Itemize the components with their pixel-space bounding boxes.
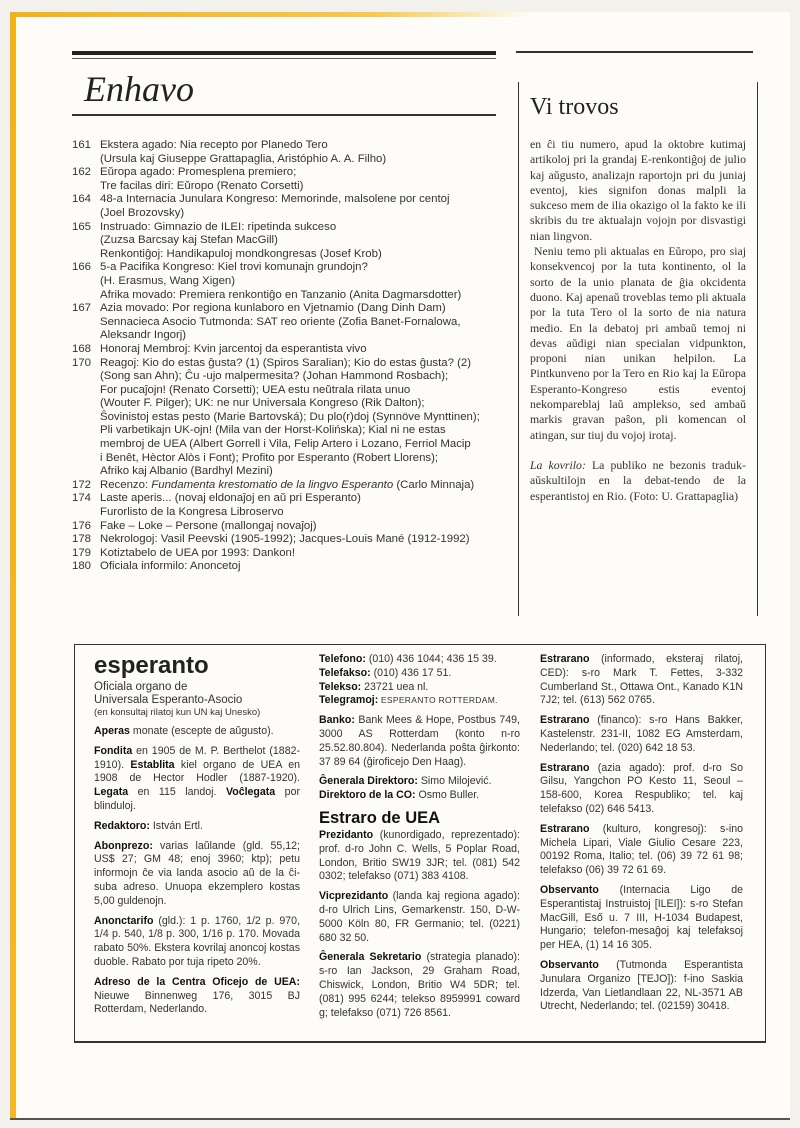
toc-entry xyxy=(72,139,512,166)
toc-line xyxy=(100,343,512,357)
masthead-column-3 xyxy=(540,653,743,1020)
field-value: Nieuwe Binnenweg 176, 3015 BJ Rotterdam, Nederlando. xyxy=(94,989,300,1016)
field-value: (Tutmonda Esperantista Junulara Organizo [TEJO]): f-ino Saskia Idzerda, Van Lietlandlaan 22, NL-3571 AB Utrecht, Nederlando; tel. (02159) 30418. xyxy=(540,958,743,1013)
field-label: Banko: xyxy=(319,714,355,727)
field-value: (kunordigado, reprezentado): prof. d-ro John C. Wells, 5 Poplar Road, London, Britio SW19 3JR; tel. (081) 542 0302; telefakso (071) 383 4108. xyxy=(319,828,520,883)
sidebar-title: Vi trovos xyxy=(530,94,619,120)
toc-entry xyxy=(72,520,512,534)
toc-line xyxy=(100,397,512,411)
toc-text: Sennacieca Asocio Tutmonda: SAT reo oriente (Zofia Banet-Fornalowa, xyxy=(100,315,461,328)
field-label: Legata xyxy=(94,786,129,799)
field-value: Bank Mees & Hope, Postbus 749, 3000 AS Rotterdam (konto n-ro 25.52.80.804). Nederlanda poŝta ĝirkonto: 37 89 64 (ĝiroficejo Den Haag). xyxy=(319,714,520,768)
toc-page-number: 164 xyxy=(72,193,92,206)
toc-text: Aleksandr Ingorj) xyxy=(100,329,187,342)
cover-caption xyxy=(530,458,746,504)
toc-entry xyxy=(72,479,512,493)
toc-line xyxy=(100,234,512,248)
toc-text: (Wouter F. Pilger); UK: ne nur Universala Kongreso (Rik Dalton); xyxy=(100,397,425,410)
yellow-left-edge xyxy=(10,12,16,1118)
contact-label: Telegramoj: xyxy=(319,694,379,707)
caption-label: La kovrilo: xyxy=(530,457,586,472)
toc-line xyxy=(100,465,512,479)
toc-text: For pucaĵojn! (Renato Corsetti); UEA estu neŭtrala rilata unuo xyxy=(100,383,411,396)
org-line: Universala Esperanto-Asocio xyxy=(94,694,243,706)
toc-page-number: 170 xyxy=(72,356,92,369)
field-value: monate (escepte de aŭgusto). xyxy=(129,725,274,737)
toc-line xyxy=(100,166,512,180)
toc-entry xyxy=(72,492,512,519)
toc-italic-title: Fundamenta krestomatio de la lingvo Esperanto xyxy=(151,478,394,491)
masthead-entry xyxy=(94,840,300,909)
contact-label: Telefono: xyxy=(319,653,366,665)
toc-line xyxy=(100,533,512,547)
toc-entry-text xyxy=(100,479,512,493)
field-label: Redaktoro: xyxy=(94,819,150,832)
field-label: Estrarano xyxy=(540,761,590,774)
toc-page-number: 167 xyxy=(72,302,92,315)
toc-entry-text xyxy=(100,560,512,574)
toc-text: (Zuzsa Barcsay kaj Stefan MacGill) xyxy=(100,234,278,247)
field-value: (informado, eksteraj rilatoj, CED): s-ro Mark T. Fettes, 3-332 Cumberland St., Ottawa Ont., Kanado K1N 7J2; tel. (613) 562 0765. xyxy=(540,653,743,707)
board-member xyxy=(540,762,743,817)
contact-info xyxy=(319,653,520,708)
board-member xyxy=(319,890,520,945)
toc-text: (Song san Ahn); Ĉu -ujo malpermesita? (Johan Hammond Rosbach); xyxy=(100,370,449,383)
field-value: en 1905 de M. P. Berthelot (1882-1910). xyxy=(94,744,300,771)
toc-text: Pli varbetikajn UK-ojn! (Mila van der Horst-Kolińska); Kial ni ne estas xyxy=(100,424,446,437)
toc-entry-text xyxy=(100,166,512,193)
toc-line xyxy=(100,370,512,384)
toc-text: Oficiala informilo: Anoncetoj xyxy=(100,560,241,573)
toc-text: (Joel Brozovsky) xyxy=(100,206,185,219)
field-value: varias laŭlande (gld. 55,12; US$ 27; GM 48; enoj 3960; ktp); petu informojn ĉe via landa asocio aŭ de la ĉi-suba adreso. Unuopa ekzemplero kostas 5,00 guldenojn. xyxy=(94,839,300,907)
toc-text: Reagoj: Kio do estas ĝusta? (1) (Spiros Saralian); Kio do estas ĝusta? (2) xyxy=(100,356,472,369)
field-value: kiel organo de UEA en 1908 de Hector Hodler (1887-1920). xyxy=(94,758,300,785)
toc-text: Azia movado: Por regiona kunlaboro en Vjetnamio (Dang Dinh Dam) xyxy=(100,302,446,315)
masthead-entry xyxy=(94,915,300,970)
sidebar-box xyxy=(518,82,758,616)
field-label: Ĝenerala Sekretario xyxy=(319,951,422,964)
field-value: István Ertl. xyxy=(149,819,203,832)
toc-entry xyxy=(72,261,512,302)
field-label: Estrarano xyxy=(540,822,590,835)
toc-entry-text xyxy=(100,533,512,547)
field-label: Fondita xyxy=(94,744,133,757)
board-member xyxy=(319,829,520,884)
toc-line xyxy=(100,424,512,438)
toc-text: 5-a Pacifika Kongreso: Kiel trovi komunajn grundojn? xyxy=(100,261,368,274)
field-label: Observanto xyxy=(540,883,599,896)
toc-text: Furorlisto de la Kongresa Libroservo xyxy=(100,506,284,519)
toc-line xyxy=(100,452,512,466)
toc-text: i Benêt, Hèctor Alòs i Font); Profito por Esperanto (Robert Llorens); xyxy=(100,451,439,464)
masthead-box xyxy=(74,644,766,1043)
toc-line xyxy=(100,316,512,330)
toc-entry-text xyxy=(100,343,512,357)
toc-entry xyxy=(72,533,512,547)
field-label: Establita xyxy=(130,758,175,771)
toc-entry xyxy=(72,221,512,262)
contact-label: Telefakso: xyxy=(319,666,371,679)
toc-line xyxy=(100,289,512,303)
masthead-entry xyxy=(94,820,300,834)
field-value: (kulturo, kongresoj): s-ino Michela Lipari, Viale Giulio Cesare 223, 00192 Roma, Italio; tel. (06) 39 72 61 98; telefakso (06) 39 72 61 69. xyxy=(540,822,743,877)
toc-entry-text xyxy=(100,193,512,220)
toc-line xyxy=(100,180,512,194)
toc-page-number: 165 xyxy=(72,220,92,233)
toc-line xyxy=(100,411,512,425)
toc-line xyxy=(100,153,512,167)
page-title: Enhavo xyxy=(84,69,194,109)
toc-text: Eŭropa agado: Promesplena premiero; xyxy=(100,166,297,179)
top-rule-left-thin xyxy=(72,58,496,59)
field-value: (Internacia Ligo de Esperantistaj Instruistoj [ILEI]): s-ro Stefan MacGill, Eső u. 7 III, H-1034 Budapest, Hungario; telefon-mesaĝoj kaj telefaksoj per HEA, (1) 14 16 305. xyxy=(540,883,743,952)
board-member xyxy=(540,714,743,755)
toc-text: (Carlo Minnaja) xyxy=(393,478,475,491)
board-member xyxy=(319,951,520,1020)
contact-value: (010) 436 17 51. xyxy=(370,666,452,679)
org-line: Oficiala organo de xyxy=(94,681,188,693)
field-label: Estrarano xyxy=(540,714,590,727)
toc-text: Renkontiĝoj: Handikapuloj mondkongresas (Josef Krob) xyxy=(100,247,382,260)
brand-logo: esperanto xyxy=(94,652,209,679)
top-rule-left xyxy=(72,51,496,55)
contact-value: (010) 436 1044; 436 15 39. xyxy=(365,653,497,665)
toc-entry-text xyxy=(100,520,512,534)
toc-line xyxy=(100,329,512,343)
toc-entry-text xyxy=(100,139,512,166)
toc-entry xyxy=(72,343,512,357)
masthead-entry xyxy=(94,725,300,739)
field-label: Estrarano xyxy=(540,653,590,665)
toc-text: membroj de UEA (Albert Gorrell i Vila, Felip Artero i Lozano, Ferriol Macip xyxy=(100,438,471,451)
toc-text: Nekrologoj: Vasil Peevski (1905-1992); Jacques-Louis Mané (1912-1992) xyxy=(100,533,470,546)
field-label: Voĉlegata xyxy=(225,786,276,799)
toc-entry xyxy=(72,357,512,479)
field-label: Prezidanto xyxy=(319,828,374,841)
field-value: en 115 landoj. xyxy=(128,786,226,799)
field-value: (gld.): 1 p. 1760, 1/2 p. 970, 1/4 p. 540, 1/8 p. 300, 1/16 p. 170. Movada rabato 50%. Ekstera kovrilaj anoncoj kostas duoble. Rabato por tuja ripeto 20%. xyxy=(94,914,300,968)
toc-entry xyxy=(72,547,512,561)
title-rule xyxy=(72,114,496,116)
toc-text: Honoraj Membroj: Kvin jarcentoj da esperantista vivo xyxy=(100,342,367,355)
toc-entry-text xyxy=(100,492,512,519)
caption-text: La publiko ne bezonis traduk-aŭskultilojn en la debat-tendo de la esperantistoj en Rio. (Foto: U. Grattapaglia) xyxy=(530,457,746,503)
toc-text: Ŝovinistoj estas pesto (Marie Bartovská); Du plo(r)doj (Synnöve Mynttinen); xyxy=(100,410,480,423)
sidebar-body xyxy=(530,137,746,504)
toc-line xyxy=(100,248,512,262)
field-label: Anonctarifo xyxy=(94,914,154,927)
toc-entry-text xyxy=(100,547,512,561)
toc-text: 48-a Internacia Junulara Kongreso: Memorinde, malsolene por centoj xyxy=(100,193,450,206)
toc-line xyxy=(100,520,512,534)
toc-line xyxy=(100,139,512,153)
org-note: (en konsultaj rilatoj kun UN kaj Unesko) xyxy=(94,707,261,718)
toc-line xyxy=(100,275,512,289)
field-value: (strategia planado): s-ro Ian Jackson, 29 Graham Road, Chiswick, London, Britio W4 5DR; tel. (081) 995 6244; telekso 8959991 coward g; telefakso (071) 726 8561. xyxy=(319,951,520,1019)
toc-line xyxy=(100,357,512,371)
field-label: Adreso de la Centra Oficejo de UEA: xyxy=(94,975,300,988)
toc-text: Kotiztabelo de UEA por 1993: Dankon! xyxy=(100,546,296,559)
board-member xyxy=(540,823,743,878)
bank-info xyxy=(319,714,520,769)
director-info xyxy=(319,775,520,803)
toc-page-number: 176 xyxy=(72,519,92,532)
field-value: (azia agado): prof. d-ro So Gilsu, Yangchon PO Kesto 11, Seoul – 158-600, Korea Respubliko; tel. kaj telefakso (02) 646 5413. xyxy=(540,761,743,815)
toc-text: (Ursula kaj Giuseppe Grattapaglia, Aristóphio A. A. Filho) xyxy=(100,152,387,165)
field-value: Simo Milojević. xyxy=(417,775,492,788)
toc-entry xyxy=(72,302,512,343)
toc-line xyxy=(100,207,512,221)
masthead-column-2 xyxy=(319,653,520,1026)
toc-line xyxy=(100,193,512,207)
toc-page-number: 179 xyxy=(72,546,92,559)
field-value: por blinduloj. xyxy=(94,786,300,812)
toc-page-number: 166 xyxy=(72,261,92,274)
contact-label: Telekso: xyxy=(319,680,362,693)
toc-text: Afriko kaj Albanio (Bardhyl Mezini) xyxy=(100,465,273,478)
field-value: (landa kaj regiona agado): d-ro Ulrich Lins, Gemarkenstr. 150, D-W-5000 Köln 80, FR Germanio; tel. (0221) 680 32 50. xyxy=(319,890,520,944)
toc-text: Fake – Loke – Persone (mallongaj novaĵoj) xyxy=(100,519,317,532)
toc-page-number: 174 xyxy=(72,492,92,505)
board-member xyxy=(540,959,743,1014)
table-of-contents xyxy=(72,139,512,574)
toc-line xyxy=(100,438,512,452)
masthead-entry xyxy=(94,745,300,814)
field-value: Osmo Buller. xyxy=(415,789,480,802)
toc-line xyxy=(100,302,512,316)
toc-page-number: 161 xyxy=(72,139,92,151)
toc-line xyxy=(100,261,512,275)
toc-entry-text xyxy=(100,221,512,262)
sidebar-paragraph: Neniu temo pli aktualas en Eŭropo, pro siaj konsekvencoj por la tuta kontinento, ol la sorto de la unio planata de ĝia okcidenta duono. Kaj apenaŭ troveblas temo pli aktuala por la tuta Tero ol la sorto de nia natura medio. En la debatoj pri ambaŭ temoj ni devas aŭdigi nian specialan vidpunkton, proponi nian unikan helpilon. La Pintkunveno por la Tero en Rio kaj la Eŭropa Esperanto-Kongreso estis eventoj nekompareblaj laŭ amplekso, sed ambaŭ markis gravan paŝon, pli komencan ol atingan, sur tiuj du vojoj irotaj. xyxy=(530,244,746,442)
toc-entry-text xyxy=(100,302,512,343)
toc-entry-text xyxy=(100,261,512,302)
masthead-column-1 xyxy=(94,653,300,1023)
toc-line xyxy=(100,221,512,235)
toc-line xyxy=(100,560,512,574)
toc-entry-text xyxy=(100,357,512,479)
toc-line xyxy=(100,479,512,493)
toc-page-number: 180 xyxy=(72,560,92,573)
sidebar-paragraph: en ĉi tiu numero, apud la oktobre kutimaj artikoloj pri la grandaj E-renkontiĝoj de julio kaj aŭgusto, analizajn raportojn pri du juniaj eventoj, kies signifon donas malpli la sukceso mem de ilia okazigo ol la fakto ke ili skribis du tre aktualajn vojojn por disvastigi nian lingvon. xyxy=(530,137,746,243)
toc-entry xyxy=(72,166,512,193)
field-label: Abonprezo: xyxy=(94,839,153,852)
masthead-entry xyxy=(94,976,300,1017)
toc-text: Afrika movado: Premiera renkontiĝo en Tanzanio (Anita Dagmarsdotter) xyxy=(100,288,462,301)
toc-page-number: 162 xyxy=(72,166,92,179)
toc-text: Tre facilas diri: Eŭropo (Renato Corsetti) xyxy=(100,179,304,192)
toc-page-number: 172 xyxy=(72,478,92,491)
toc-text: Instruado: Gimnazio de ILEI: ripetinda sukceso xyxy=(100,220,337,233)
yellow-top-edge xyxy=(10,12,530,17)
contact-value: 23721 uea nl. xyxy=(361,680,429,693)
field-value: (financo): s-ro Hans Bakker, Kastelenstr. 231-II, 1082 EG Amsterdam, Nederlando; tel. (020) 642 18 53. xyxy=(540,714,743,754)
toc-line xyxy=(100,492,512,506)
toc-line xyxy=(100,506,512,520)
field-label: Vicprezidanto xyxy=(319,890,389,903)
field-label: Observanto xyxy=(540,958,599,971)
toc-text: Recenzo: xyxy=(100,478,152,491)
toc-text: Laste aperis... (novaj eldonaĵoj en aŭ pri Esperanto) xyxy=(100,492,361,505)
board-member xyxy=(540,884,743,953)
toc-entry xyxy=(72,560,512,574)
field-label: Ĝenerala Direktoro: xyxy=(319,775,418,788)
board-title: Estraro de UEA xyxy=(319,808,441,827)
toc-page-number: 168 xyxy=(72,342,92,355)
toc-line xyxy=(100,384,512,398)
field-label: Aperas xyxy=(94,725,130,737)
board-member xyxy=(540,653,743,708)
toc-entry xyxy=(72,193,512,220)
field-label: Direktoro de la CO: xyxy=(319,789,416,802)
top-rule-right xyxy=(516,51,753,53)
contact-value: ESPERANTO ROTTERDAM. xyxy=(378,695,498,706)
toc-text: (H. Erasmus, Wang Xigen) xyxy=(100,274,236,287)
toc-line xyxy=(100,547,512,561)
toc-text: Ekstera agado: Nia recepto por Planedo Tero xyxy=(100,139,328,151)
toc-page-number: 178 xyxy=(72,533,92,546)
